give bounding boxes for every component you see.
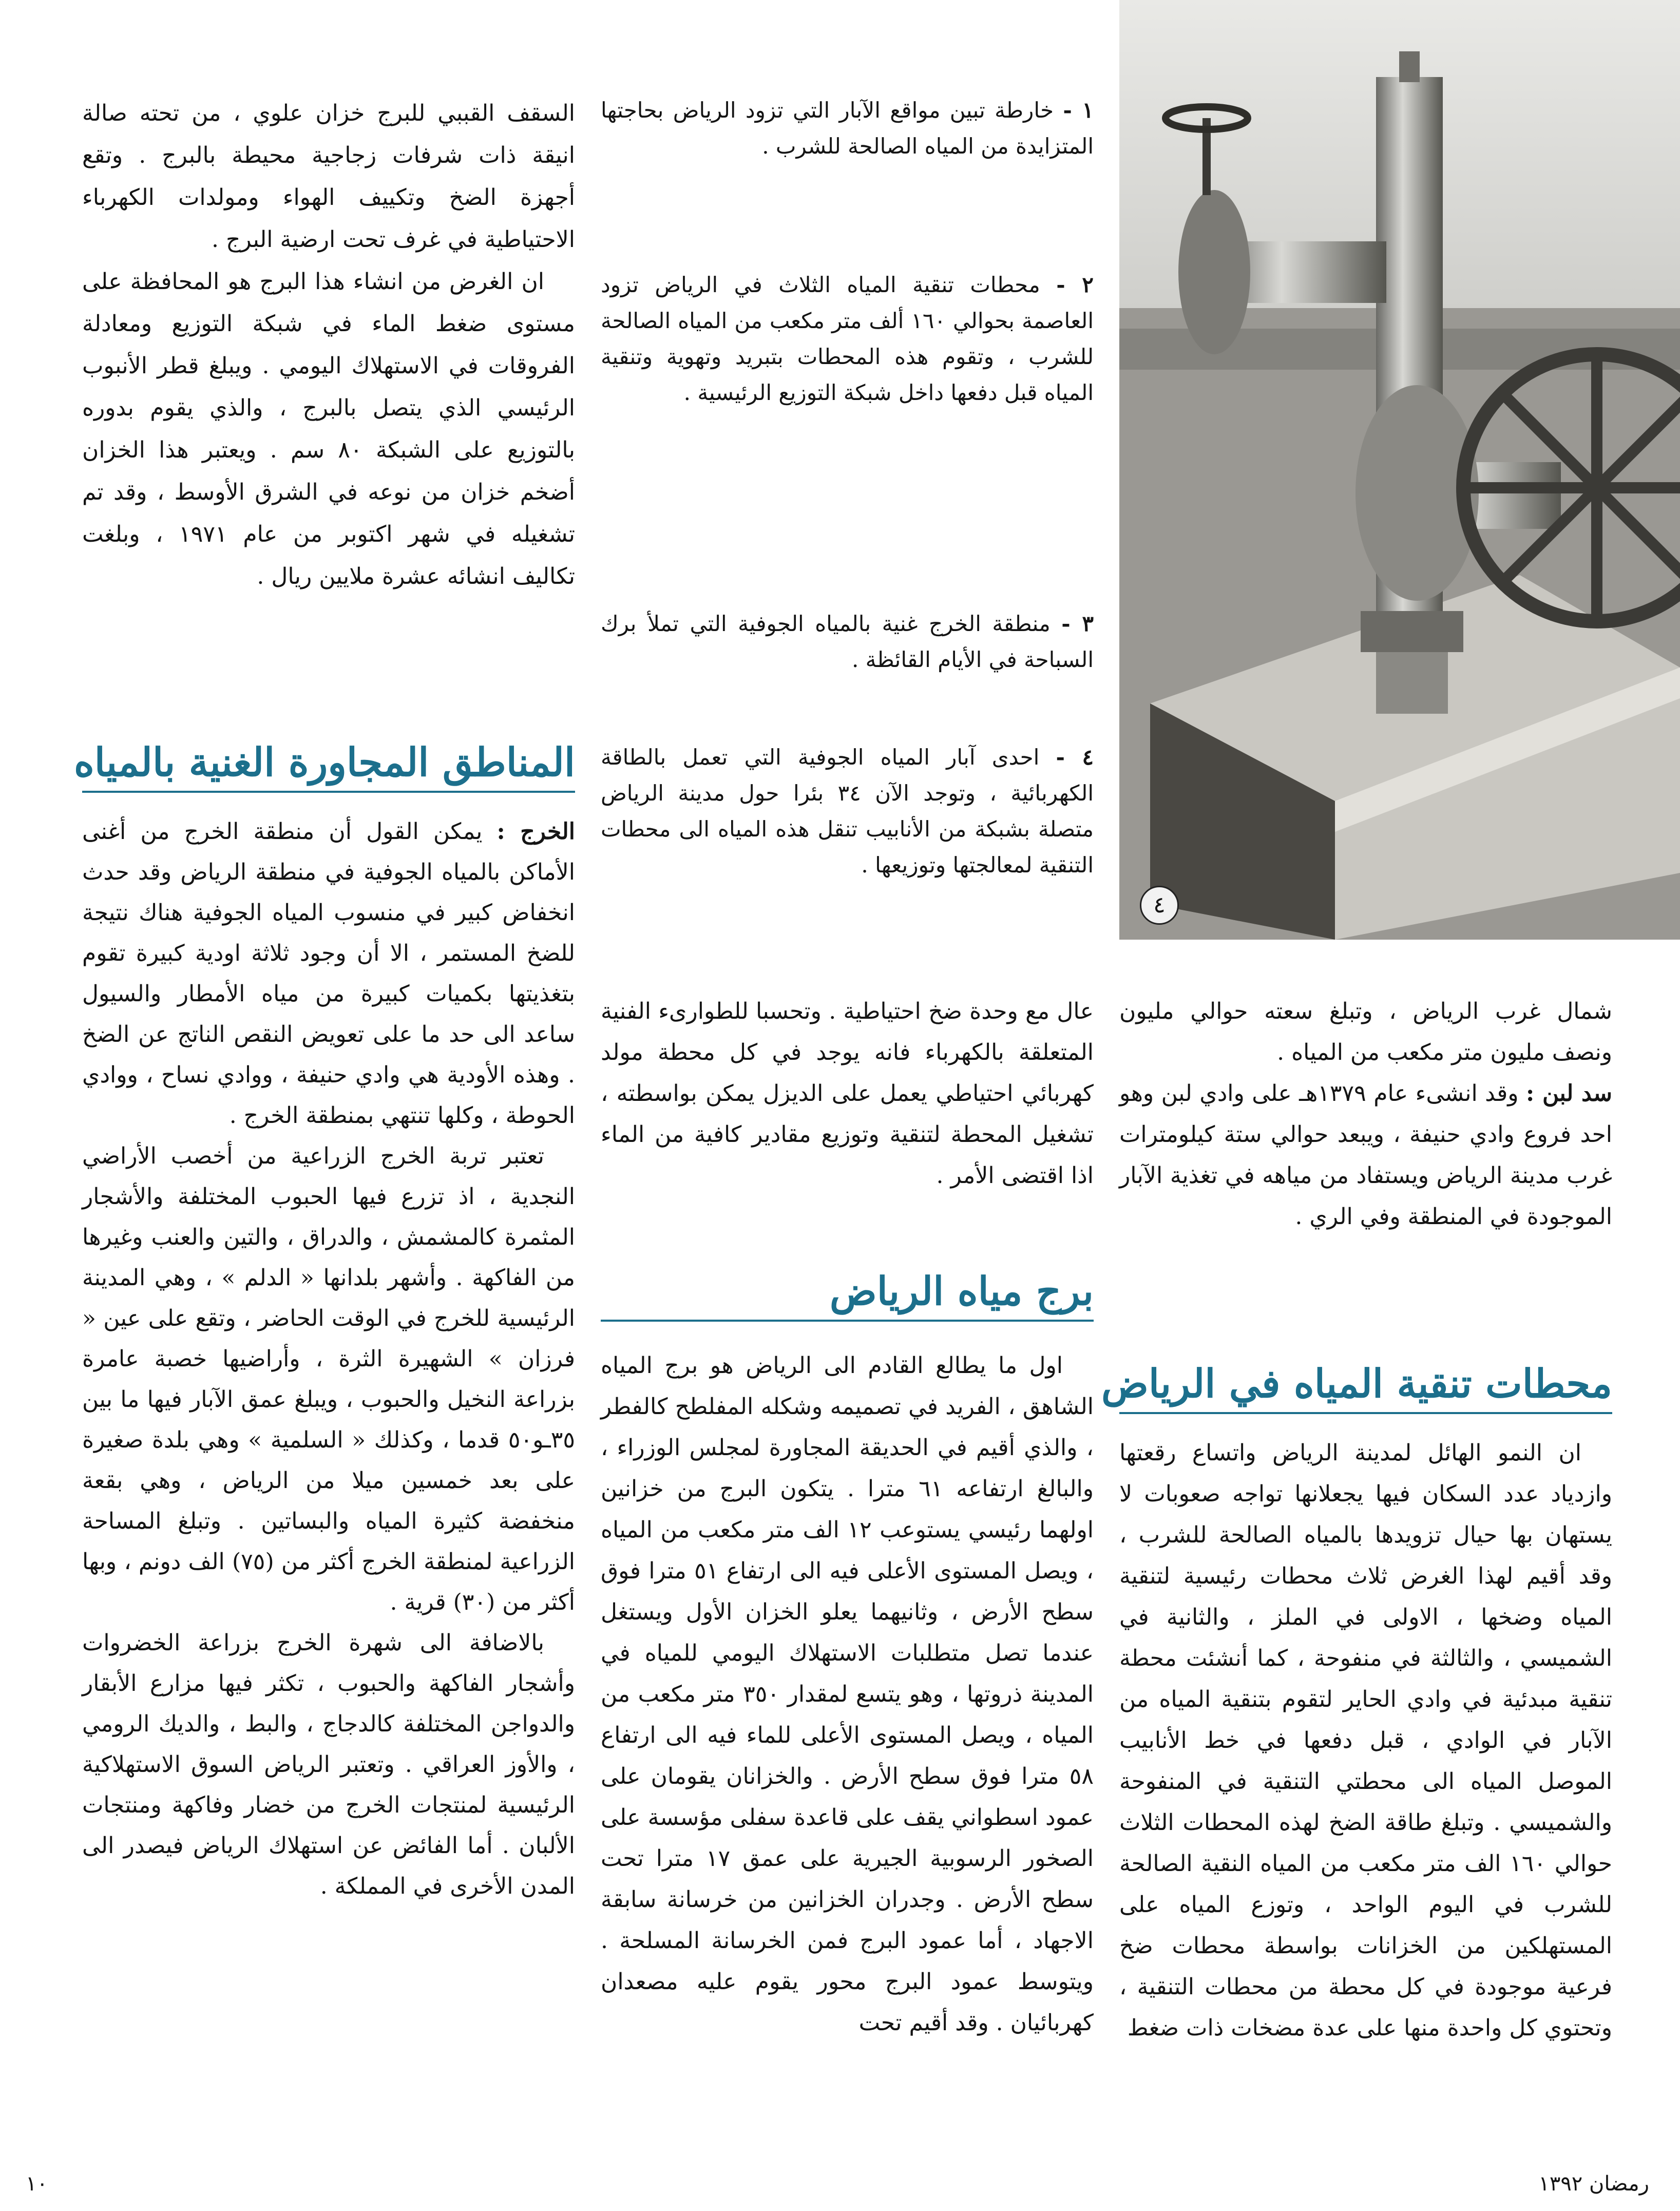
caption-text: خارطة تبين مواقع الآبار التي تزود الرياض بحاجتها المتزايدة من المياه الصالحة للشرب . [601, 98, 1094, 159]
right-column-body [1119, 1433, 1612, 2049]
section-heading-water-tower: برج مياه الرياض [601, 1263, 1094, 1322]
well-valve-photo [1119, 0, 1680, 940]
paragraph: اول ما يطالع القادم الى الرياض هو برج المياه الشاهق ، الفريد في تصميمه وشكله المفلطح كالفطر ، والذي أقيم في الحديقة المجاورة لمجلس الوزراء ، والبالغ ارتفاعه ٦١ مترا . يتكون البرج من خزانين اولهما رئيسي يستوعب ١٢ الف متر مكعب من المياه ، ويصل المستوى الأعلى فيه الى ارتفاع ٥١ مترا فوق سطح الأرض ، وثانيهما يعلو الخزان الأول ويستغل عندما تصل متطلبات الاستهلاك اليومي للمياه في المدينة ذروتها ، وهو يتسع لمقدار ٣٥٠ متر مكعب من المياه ، ويصل المستوى الأعلى للماء فيه الى ارتفاع ٥٨ مترا فوق سطح الأرض . والخزانان يقومان على عمود اسطواني يقف على قاعدة سفلى مؤسسة على الصخور الرسوبية الجيرية على عمق ١٧ مترا تحت سطح الأرض . وجدران الخزانين من خرسانة سابقة الاجهاد ، أما عمود البرج فمن الخرسانة المسلحة . ويتوسط عمود البرج محور يقوم عليه مصعدان كهربائيان . وقد أقيم تحت [601, 1352, 1094, 2036]
caption-number: ٤ - [1056, 745, 1094, 770]
page-number: ١٠ [26, 2172, 48, 2196]
paragraph: وقد انشىء عام ١٣٧٩هـ على وادي لبن وهو احد فروع وادي حنيفة ، ويبعد حوالي ستة كيلومترات غرب مدينة الرياض ويستفاد من مياهه في تغذية الآبار الموجودة في المنطقة وفي الري . [1119, 1080, 1612, 1230]
photo-number-badge: ٤ [1140, 886, 1179, 925]
caption-1 [601, 92, 1094, 164]
paragraph: بالاضافة الى شهرة الخرج بزراعة الخضروات وأشجار الفاكهة والحبوب ، تكثر فيها مزارع الأبقار والدواجن المختلفة كالدجاج ، والبط ، والديك الرومي ، والأوز العراقي . وتعتبر الرياض السوق الاستهلاكية الرئيسية لمنتجات الخرج من خضار وفاكهة ومنتجات الألبان . أما الفائض عن استهلاك الرياض فيصدر الى المدن الأخرى في المملكة . [82, 1630, 575, 1899]
caption-text: احدى آبار المياه الجوفية التي تعمل بالطاقة الكهربائية ، وتوجد الآن ٣٤ بئرا حول مدينة الرياض متصلة بشبكة من الأنابيب تنقل هذه المياه الى محطات التنقية لمعالجتها وتوزيعها . [601, 745, 1094, 878]
paragraph: عال مع وحدة ضخ احتياطية . وتحسبا للطوارىء الفنية المتعلقة بالكهرباء فانه يوجد في كل محطة مولد كهربائي احتياطي يعمل على الديزل يمكن بواسطته ، تشغيل المحطة لتنقية وتوزيع مقادير كافية من الماء اذا اقتضى الأمر . [601, 998, 1094, 1189]
caption-number: ١ - [1063, 98, 1094, 123]
caption-2 [601, 267, 1094, 411]
right-column [1119, 991, 1612, 1237]
caption-number: ٣ - [1061, 611, 1094, 636]
paragraph: تعتبر تربة الخرج الزراعية من أخصب الأراضي النجدية ، اذ تزرع فيها الحبوب المختلفة والأشجار المثمرة كالمشمش ، والدراق ، والتين والعنب وغيرها من الفاكهة . وأشهر بلدانها « الدلم » ، وهي المدينة الرئيسية للخرج في الوقت الحاضر ، وتقع على عين « فرزان » الشهيرة الثرة ، وأراضيها خصبة عامرة بزراعة النخيل والحبوب ، ويبلغ عمق الآبار فيها ما بين ٣٥ـو٥٠ قدما ، وكذلك « السلمية » وهي بلدة صغيرة على بعد خمسين ميلا من الرياض ، وهي بقعة منخفضة كثيرة المياه والبساتين . وتبلغ المساحة الزراعية لمنطقة الخرج أكثر من (٧٥) الف دونم ، وبها أكثر من (٣٠) قرية . [82, 1143, 575, 1615]
paragraph: ان النمو الهائل لمدينة الرياض واتساع رقعتها وازدياد عدد السكان فيها يجعلانها تواجه صعوبات لا يستهان بها حيال تزويدها بالمياه الصالحة للشرب ، وقد أقيم لهذا الغرض ثلاث محطات رئيسية لتنقية المياه وضخها ، الاولى في الملز ، والثانية في الشميسي ، والثالثة في منفوحة ، كما أنشئت محطة تنقية مبدئية في وادي الحاير لتقوم بتنقية المياه من الآبار في الوادي ، قبل دفعها في خط الأنابيب الموصل المياه الى محطتي التنقية في المنفوحة والشميسي . وتبلغ طاقة الضخ لهذه المحطات الثلاث حوالي ١٦٠ الف متر مكعب من المياه النقية الصالحة للشرب في اليوم الواحد ، وتوزع المياه على المستهلكين من الخزانات بواسطة محطات ضخ فرعية موجودة في كل محطة من محطات التنقية ، وتحتوي كل واحدة منها على عدة مضخات ذات ضغط [1119, 1440, 1613, 2041]
section-heading-neighbouring-areas: المناطق المجاورة الغنية بالمياه [82, 734, 575, 793]
caption-text: محطات تنقية المياه الثلاث في الرياض تزود العاصمة بحوالي ١٦٠ ألف متر مكعب من المياه الصالحة للشرب ، وتقوم هذه المحطات بتبريد وتهوية وتنقية المياه قبل دفعها داخل شبكة التوزيع الرئيسية . [601, 272, 1094, 405]
caption-4 [601, 739, 1094, 883]
caption-text: منطقة الخرج غنية بالمياه الجوفية التي تملأ برك السباحة في الأيام القائظة . [601, 611, 1094, 672]
lead-term-laban-dam: سد لبن : [1526, 1080, 1612, 1107]
caption-number: ٢ - [1056, 272, 1094, 297]
paragraph: شمال غرب الرياض ، وتبلغ سعته حوالي مليون ونصف مليون متر مكعب من المياه . [1119, 998, 1612, 1065]
caption-3 [601, 606, 1094, 678]
middle-column [601, 991, 1094, 1196]
wellhead-illustration [1119, 0, 1680, 940]
lead-term-kharj: الخرج : [497, 818, 575, 845]
top-left-column [82, 92, 575, 598]
paragraph: السقف القببي للبرج خزان علوي ، من تحته صالة انيقة ذات شرفات زجاجية محيطة بالبرج . وتقع أجهزة الضخ وتكييف الهواء ومولدات الكهرباء الاحتياطية في غرف تحت ارضية البرج . [82, 100, 575, 253]
middle-column-body [601, 1345, 1094, 2044]
paragraph: ان الغرض من انشاء هذا البرج هو المحافظة على مستوى ضغط الماء في شبكة التوزيع ومعادلة الفروقات في الاستهلاك اليومي . ويبلغ قطر الأنبوب الرئيسي الذي يتصل بالبرج ، والذي يقوم بدوره بالتوزيع على الشبكة ٨٠ سم . ويعتبر هذا الخزان أضخم خزان من نوعه في الشرق الأوسط ، وقد تم تشغيله في شهر اكتوبر من عام ١٩٧١ ، وبلغت تكاليف انشائه عشرة ملايين ريال . [82, 269, 575, 589]
left-column [82, 811, 575, 1907]
section-heading-purification-stations: محطات تنقية المياه في الرياض [1119, 1356, 1612, 1414]
issue-label: رمضان ١٣٩٢ [1538, 2172, 1649, 2196]
paragraph: يمكن القول أن منطقة الخرج من أغنى الأماكن بالمياه الجوفية في منطقة الرياض وقد حدث انخفاض كبير في منسوب المياه الجوفية هناك نتيجة للضخ المستمر ، الا أن وجود ثلاثة اودية كبيرة تقوم بتغذيتها بكميات كبيرة من مياه الأمطار والسيول ساعد الى حد ما على تعويض النقص الناتج عن الضخ . وهذه الأودية هي وادي حنيفة ، ووادي نساح ، ووادي الحوطة ، وكلها تنتهي بمنطقة الخرج . [82, 818, 575, 1129]
